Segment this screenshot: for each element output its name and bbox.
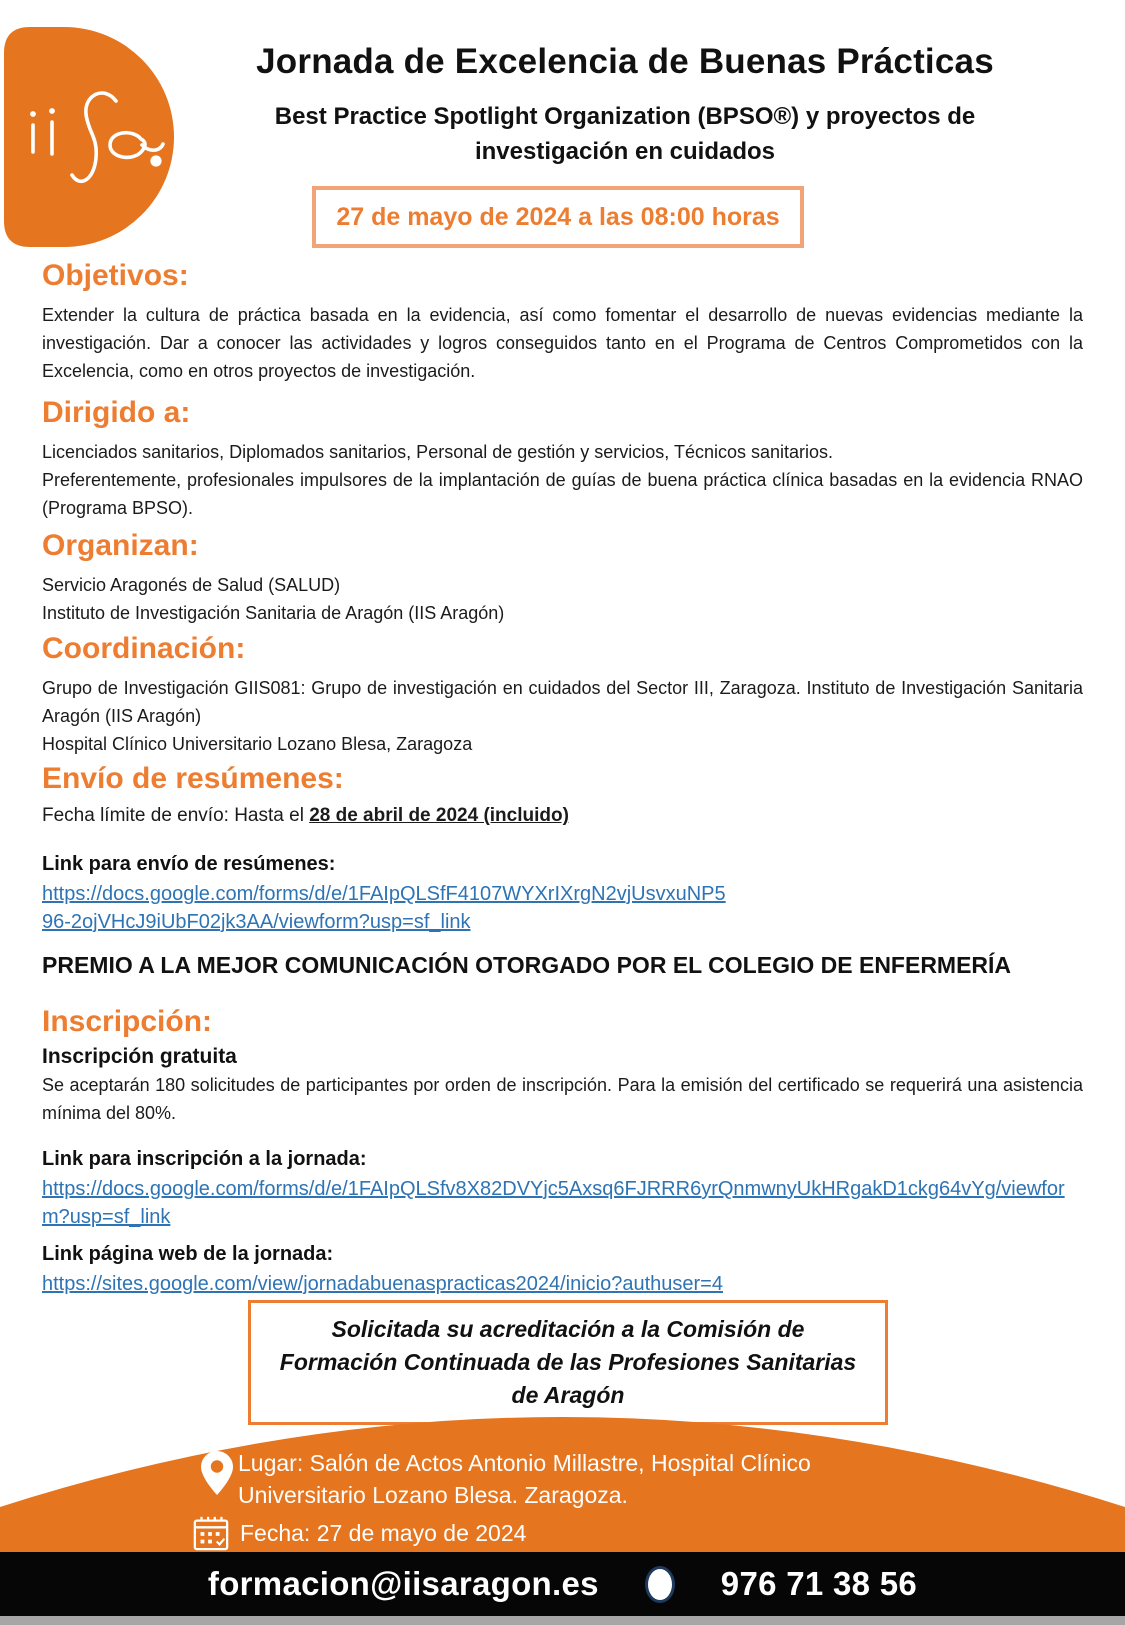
inscripcion-free-label: Inscripción gratuita (42, 1045, 237, 1068)
dirigido-line1: Licenciados sanitarios, Diplomados sanitarios, Personal de gestión y servicios, Técnicos sanitarios. (42, 442, 834, 462)
footer-phone: 976 71 38 56 (720, 1565, 918, 1602)
objetivos-body: Extender la cultura de práctica basada en la evidencia, así como fomentar el desarrollo de nuevas evidencias mediante la investigación. Dar a conocer las actividades y logros conseguidos tanto en el Programa de Centros Comprometidos con la Excelencia, como en otros proyectos de investigación. (42, 305, 1083, 381)
footer-location-text: Lugar: Salón de Actos Antonio Millastre, Hospital Clínico Universitario Lozano Blesa. Zaragoza. (238, 1450, 811, 1508)
section-coordinacion (42, 632, 1083, 758)
phone-dot-icon (645, 1566, 675, 1603)
website-link-block (42, 1243, 1083, 1298)
page-subtitle-line1: Best Practice Spotlight Organization (BPSO®) y proyectos de (274, 103, 976, 130)
inscripcion-body: Se aceptarán 180 solicitudes de participantes por orden de inscripción. Para la emisión del certificado se requerirá una asistencia mínima del 80%. (42, 1075, 1083, 1123)
page-subtitle-line2: investigación en cuidados (474, 138, 776, 165)
coordinacion-para1: Grupo de Investigación GIIS081: Grupo de investigación en cuidados del Sector III, Zaragoza. Instituto de Investigación Sanitaria Aragón (IIS Aragón) (42, 678, 1083, 726)
objetivos-heading: Objetivos: (42, 259, 189, 292)
dirigido-heading: Dirigido a: (42, 396, 191, 429)
section-inscripcion (42, 1005, 1083, 1127)
organizan-line2: Instituto de Investigación Sanitaria de Aragón (IIS Aragón) (42, 603, 505, 623)
abstract-link-block (42, 853, 1083, 936)
footer-email: formacion@iisaragon.es (207, 1565, 599, 1602)
inscripcion-heading: Inscripción: (42, 1005, 213, 1038)
location-pin-icon (200, 1450, 234, 1496)
dirigido-line2: Preferentemente, profesionales impulsores de la implantación de guías de buena práctica clínica basadas en la evidencia RNAO (Programa BPSO). (42, 470, 1083, 518)
website-link-label: Link página web de la jornada: (42, 1243, 334, 1265)
section-organizan (42, 529, 1083, 627)
deadline-prefix: Fecha límite de envío: Hasta el (42, 805, 310, 826)
abstract-link-label: Link para envío de resúmenes: (42, 853, 336, 875)
event-date-text: 27 de mayo de 2024 a las 08:00 horas (336, 202, 780, 231)
premio-statement: PREMIO A LA MEJOR COMUNICACIÓN OTORGADO POR EL COLEGIO DE ENFERMERÍA (42, 952, 1012, 978)
registration-form-link[interactable]: https://docs.google.com/forms/d/e/1FAIpQLSfv8X82DVYjc5Axsq6FJRRR6yrQnmwnyUkHRgakD1ckg64vYg/viewform?usp=sf_link (42, 1178, 1065, 1228)
iis-aragon-logo-icon (0, 25, 176, 249)
organizan-line1: Servicio Aragonés de Salud (SALUD) (42, 575, 341, 595)
abstract-form-link[interactable]: https://docs.google.com/forms/d/e/1FAIpQLSfF4107WYXrIXrgN2vjUsvxuNP596-2ojVHcJ9iUbF02jk3AA/viewform?usp=sf_link (42, 883, 726, 933)
deadline-date: 28 de abril de 2024 (incluido) (309, 805, 569, 826)
event-website-link[interactable]: https://sites.google.com/view/jornadabuenaspracticas2024/inicio?authuser=4 (42, 1273, 723, 1295)
footer-date-text: Fecha: 27 de mayo de 2024 (240, 1520, 527, 1546)
page-title: Jornada de Excelencia de Buenas Prácticas (256, 42, 994, 81)
iis-aragon-logo (0, 25, 176, 249)
registration-link-block (42, 1148, 1083, 1231)
accreditation-text: Solicitada su acreditación a la Comisión de Formación Continuada de las Profesiones Sanitarias de Aragón (279, 1316, 857, 1408)
event-date-banner (312, 186, 804, 248)
footer-contact-bar (0, 1552, 1125, 1616)
section-dirigido (42, 396, 1083, 522)
registration-link-label: Link para inscripción a la jornada: (42, 1148, 367, 1170)
coordinacion-para2: Hospital Clínico Universitario Lozano Blesa, Zaragoza (42, 734, 473, 754)
coordinacion-heading: Coordinación: (42, 632, 246, 665)
envio-heading: Envío de resúmenes: (42, 762, 344, 795)
section-envio (42, 762, 1083, 827)
section-objetivos (42, 259, 1083, 385)
premio-statement-block (42, 952, 1083, 979)
organizan-heading: Organizan: (42, 529, 199, 562)
calendar-icon (192, 1514, 230, 1552)
bottom-gray-strip (0, 1616, 1125, 1625)
